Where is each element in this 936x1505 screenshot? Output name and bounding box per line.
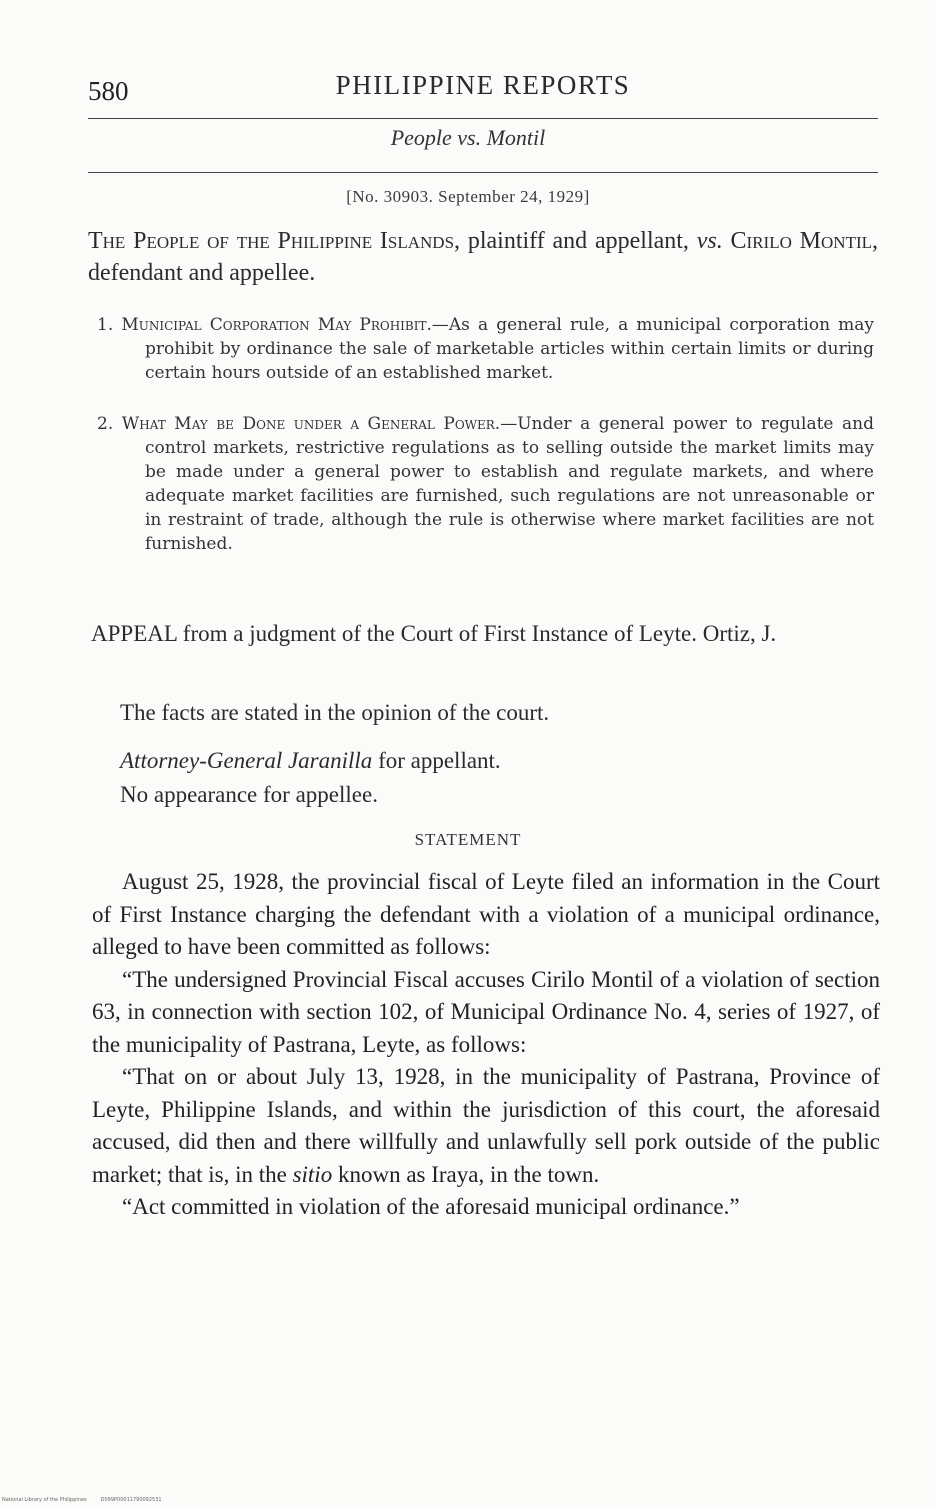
syllabus-lead: Municipal Corporation May Prohibit.	[121, 315, 432, 335]
syllabus-number: 2.	[97, 414, 114, 434]
syllabus-item-1	[82, 313, 874, 385]
syllabus-text: —As a general rule, a municipal corporation may prohibit by ordinance the sale of marketable articles within certain limits or during certain hours outside of an established market.	[145, 315, 874, 383]
case-title: People vs. Montil	[390, 125, 546, 150]
syllabus-item-body	[97, 412, 874, 556]
paragraph: “Act committed in violation of the aforesaid municipal ordinance.”	[122, 1194, 740, 1219]
defendant-role: , defendant and appellee.	[88, 228, 879, 286]
scan-code: D099P00011790092531	[100, 1497, 162, 1503]
syllabus-item-body	[97, 313, 874, 385]
counsel-role: for appellant.	[372, 748, 501, 773]
page-header	[88, 70, 878, 110]
paragraph	[92, 1061, 880, 1191]
paragraph: August 25, 1928, the provincial fiscal of Leyte filed an information in the Court of First Instance charging the defendant with a violation of a municipal ordinance, alleged to have been committed as follows:	[92, 869, 880, 959]
scan-credit	[2, 1497, 162, 1503]
page-number: 580	[88, 76, 129, 106]
case-title-rule	[88, 172, 878, 173]
facts-statement: The facts are stated in the opinion of the court.	[120, 700, 550, 725]
syllabus-text: —Under a general power to regulate and control markets, restrictive regulations as to selling outside the market limits may be made under a general power to establish and regulate markets, and where adequate market facilities are furnished, such regulations are not unreasonable or in restraint of trade, although the rule is otherwise where market facilities are not furnished.	[145, 414, 874, 554]
appeal-line	[91, 618, 877, 649]
versus: vs.	[696, 228, 723, 254]
syllabus-item-2	[82, 412, 874, 556]
paragraph-text: “That on or about July 13, 1928, in the municipality of Pastrana, Province of Leyte, Philippine Islands, and within the jurisdiction of this court, the aforesaid accused, did then and there willfully and unlawfully sell pork outside of the public market; that is, in the	[92, 1064, 880, 1187]
counsel-name: Attorney-General Jaranilla	[120, 748, 373, 773]
italic-term: sitio	[292, 1161, 333, 1187]
appeal-text: APPEAL from a judgment of the Court of First Instance of Leyte. Ortiz, J.	[91, 621, 777, 646]
opinion-text	[92, 866, 880, 1224]
paragraph-text: known as Iraya, in the town.	[332, 1161, 600, 1187]
paragraph: “The undersigned Provincial Fiscal accuses Cirilo Montil of a violation of section 63, in connection with section 102, of Municipal Ordinance No. 4, series of 1927, of the municipality of Pastrana, Leyte, as follows:	[92, 966, 880, 1057]
counsel-appellee: No appearance for appellee.	[120, 782, 378, 807]
defendant-name: Cirilo Montil	[730, 228, 873, 254]
plaintiff-role: , plaintiff and appellant,	[454, 228, 697, 254]
docket-line: [No. 30903. September 24, 1929]	[346, 187, 590, 206]
plaintiff-name: The People of the Philippine Islands	[88, 228, 455, 254]
header-rule	[88, 118, 878, 119]
parties-caption	[88, 225, 878, 289]
syllabus-number: 1.	[97, 315, 114, 335]
syllabus-lead: What May be Done under a General Power.	[121, 414, 501, 434]
running-title: PHILIPPINE REPORTS	[335, 70, 631, 100]
library-credit: National Library of the Philippines	[2, 1497, 87, 1503]
counsel-appellant	[120, 748, 501, 774]
statement-heading: STATEMENT	[414, 830, 522, 849]
